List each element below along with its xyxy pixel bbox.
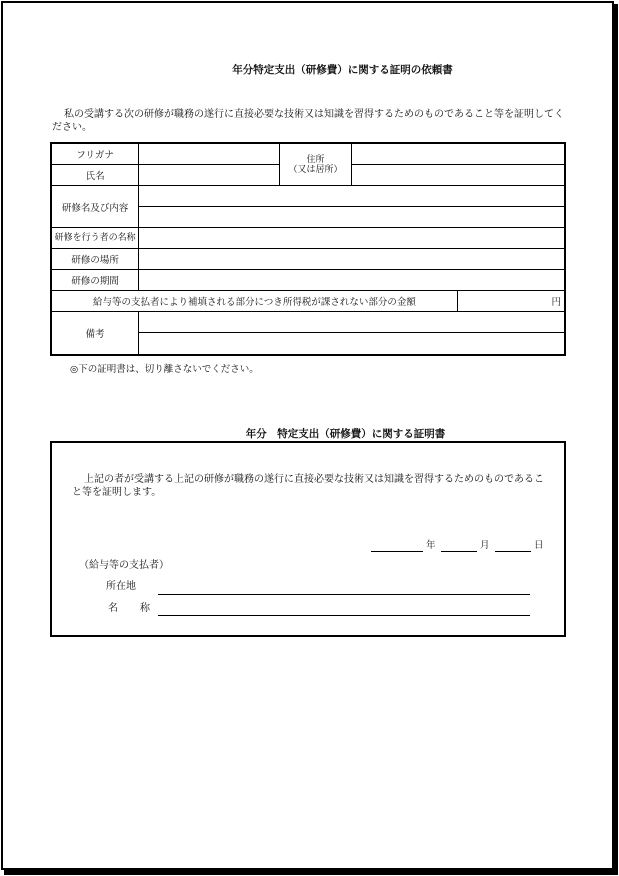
- month-field[interactable]: [441, 551, 477, 552]
- furigana-label: フリガナ: [51, 143, 139, 165]
- payer-name-field[interactable]: [158, 615, 530, 616]
- detach-note: ◎下の証明書は、切り離さないでください。: [70, 364, 259, 375]
- payer-label: （給与等の支払者）: [79, 560, 169, 571]
- day-label: 日: [534, 540, 544, 551]
- remarks-field-2[interactable]: [139, 333, 565, 355]
- period-label: 研修の期間: [51, 270, 139, 291]
- address-label-sub: （又は居所）: [288, 164, 343, 175]
- address-field-top[interactable]: [352, 143, 565, 165]
- certificate-title: 年分 特定支出（研修費）に関する証明書: [245, 428, 446, 440]
- certificate-box: [50, 441, 566, 637]
- yen-unit: 円: [551, 297, 561, 308]
- address-label-main: 住所: [306, 154, 325, 165]
- request-table: [50, 142, 566, 356]
- month-label: 月: [480, 540, 490, 551]
- certificate-text: 上記の者が受講する上記の研修が職務の遂行に直接必要な技術又は知識を習得するためのものであること等を証明します。: [72, 474, 544, 498]
- furigana-field[interactable]: [139, 143, 279, 165]
- training-name-field-1[interactable]: [139, 186, 565, 207]
- payer-name-label: 名 称: [108, 603, 156, 614]
- subsidy-amount-field[interactable]: [457, 291, 565, 312]
- remarks-label: 備考: [51, 312, 139, 356]
- training-name-field-2[interactable]: [139, 207, 565, 228]
- address-field-bottom[interactable]: [352, 165, 565, 186]
- address-label: [279, 143, 352, 186]
- place-field[interactable]: [139, 249, 565, 270]
- name-field[interactable]: [139, 165, 279, 186]
- year-field[interactable]: [371, 551, 423, 552]
- subsidy-label: 給与等の支払者により補填される部分につき所得税が課されない部分の金額: [51, 291, 457, 312]
- place-label: 研修の場所: [51, 249, 139, 270]
- organizer-label: 研修を行う者の名称: [51, 228, 139, 249]
- request-title: 年分特定支出（研修費）に関する証明の依頼書: [232, 64, 453, 76]
- remarks-field-1[interactable]: [139, 312, 565, 333]
- period-field[interactable]: [139, 270, 565, 291]
- day-field[interactable]: [495, 551, 531, 552]
- organizer-field[interactable]: [139, 228, 565, 249]
- location-field[interactable]: [158, 594, 530, 595]
- request-intro: 私の受講する次の研修が職務の遂行に直接必要な技術又は知識を習得するためのものであること等を証明してください。: [52, 109, 564, 133]
- location-label: 所在地: [106, 581, 136, 592]
- training-name-label: 研修名及び内容: [51, 186, 139, 228]
- year-label: 年: [426, 540, 436, 551]
- page-shadow: [4, 870, 618, 875]
- name-label: 氏名: [51, 165, 139, 186]
